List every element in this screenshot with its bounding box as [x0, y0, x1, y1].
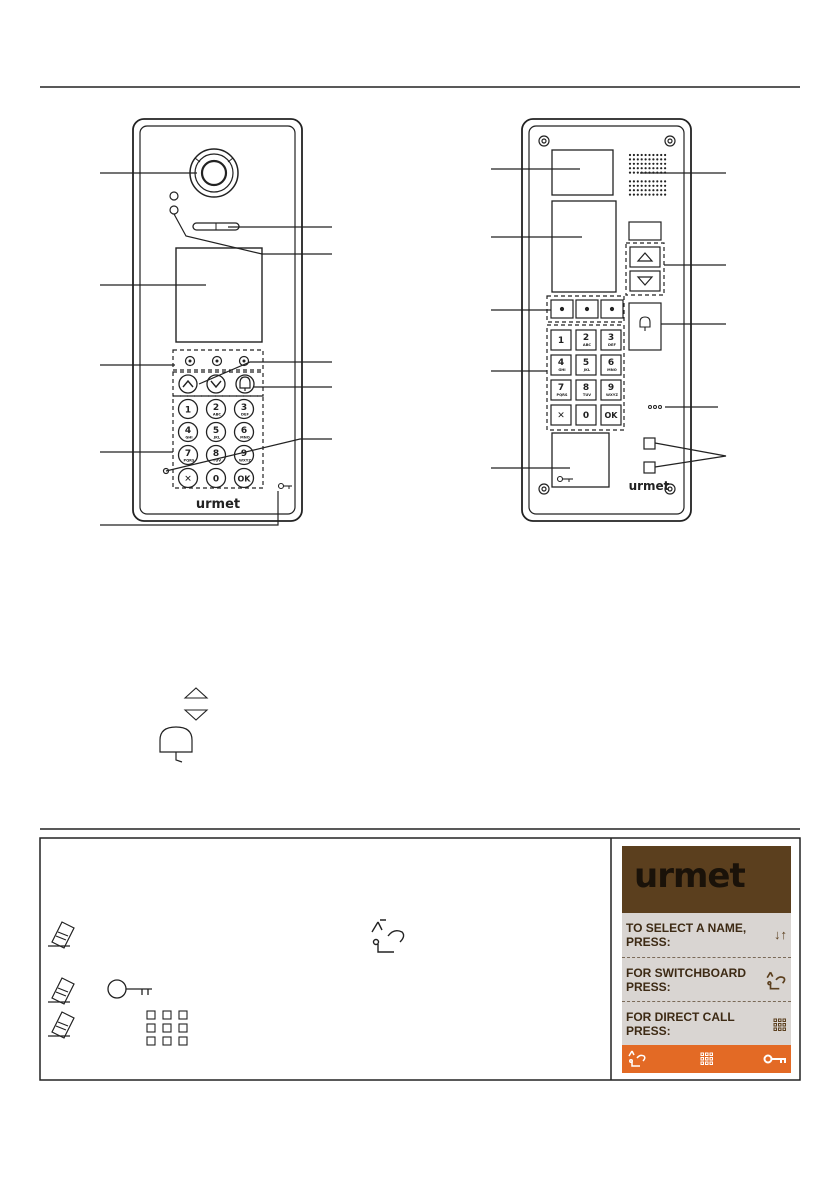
svg-text:JKL: JKL [213, 435, 221, 440]
key-module [552, 433, 609, 487]
keypad-key [551, 380, 571, 400]
svg-text:7: 7 [557, 383, 565, 393]
svg-text:MNO: MNO [607, 368, 617, 372]
keypad-grid-icon [773, 1018, 787, 1032]
svg-text:0: 0 [582, 411, 590, 421]
screen-bottom-bar [622, 1045, 791, 1073]
scroll-up-button [179, 375, 197, 393]
scroll-up-button [630, 247, 660, 267]
screen-row-select-name [622, 913, 791, 957]
scroll-down-button [207, 375, 225, 393]
svg-text:JKL: JKL [583, 368, 591, 372]
keypad-grid-icon [147, 1011, 187, 1045]
sensor-square [644, 462, 655, 473]
svg-text:WXYZ: WXYZ [239, 458, 251, 463]
keypad-key [179, 400, 198, 419]
row-line2: PRESS: [626, 1024, 671, 1038]
svg-text:OK: OK [237, 474, 251, 484]
svg-text:5: 5 [212, 426, 220, 436]
scroll-down-button [630, 271, 660, 291]
screen-logo: urmet [634, 856, 745, 896]
key-icon [558, 477, 574, 483]
keypad-key [601, 380, 621, 400]
svg-text:WXYZ: WXYZ [606, 393, 618, 397]
keypad-key [576, 330, 596, 350]
key-icon [108, 980, 152, 998]
svg-text:6: 6 [607, 358, 615, 368]
svg-text:2: 2 [582, 333, 590, 343]
svg-text:7: 7 [184, 449, 192, 459]
svg-text:0: 0 [212, 474, 220, 485]
arrows-up-down-icon: ↓↑ [774, 927, 787, 942]
keypad-key [235, 446, 254, 465]
keypad-key [601, 405, 621, 425]
bell-button [236, 375, 254, 393]
keypad-key [207, 469, 226, 488]
front-panel [100, 119, 332, 525]
keypad-key [551, 330, 571, 350]
function-buttons [551, 300, 623, 318]
row-line1: FOR DIRECT CALL [626, 1010, 735, 1024]
svg-text:4: 4 [557, 358, 565, 368]
keypad-key [601, 330, 621, 350]
plate-logo: urmet [628, 479, 670, 493]
keypad-key [235, 469, 254, 488]
display-screen [176, 248, 262, 342]
svg-text:3: 3 [607, 333, 615, 343]
scroll-arrows-icon [185, 688, 207, 720]
keypad-key [576, 355, 596, 375]
switchboard-icon [372, 920, 404, 952]
svg-text:PQRS: PQRS [556, 393, 568, 397]
svg-text:DEF: DEF [608, 343, 616, 347]
keypad-key [179, 446, 198, 465]
note-icon [48, 922, 74, 948]
keypad-key [601, 355, 621, 375]
keypad-key [179, 423, 198, 442]
svg-text:✕: ✕ [184, 474, 192, 485]
sensor-square [644, 438, 655, 449]
svg-text:6: 6 [240, 426, 248, 436]
back-panel [491, 119, 726, 521]
svg-text:4: 4 [184, 426, 192, 436]
camera-icon [190, 149, 238, 197]
keypad-key [576, 380, 596, 400]
svg-text:OK: OK [604, 411, 618, 420]
keypad-key [235, 423, 254, 442]
svg-text:9: 9 [240, 449, 248, 459]
microphone-holes [649, 406, 662, 409]
svg-text:8: 8 [582, 383, 590, 393]
svg-text:TUV: TUV [582, 393, 592, 397]
camera-module [552, 150, 613, 195]
keypad-key [179, 469, 198, 488]
display-module [552, 201, 616, 292]
front-keypad [179, 400, 254, 488]
plate-logo: urmet [195, 497, 241, 512]
note-icon [48, 978, 74, 1004]
svg-text:GHI: GHI [558, 368, 566, 372]
svg-text:MNO: MNO [240, 435, 250, 440]
svg-text:GHI: GHI [185, 435, 193, 440]
svg-text:PQRS: PQRS [183, 458, 195, 463]
note-icon [48, 1012, 74, 1038]
svg-text:TUV: TUV [212, 458, 222, 463]
row-line1: TO SELECT A NAME, [626, 921, 747, 935]
function-buttons [186, 357, 249, 366]
switchboard-icon [765, 970, 787, 992]
keypad-key [551, 355, 571, 375]
keypad-key [235, 400, 254, 419]
keypad-key [576, 405, 596, 425]
svg-text:8: 8 [212, 449, 220, 459]
led-indicator [170, 192, 178, 200]
svg-text:ABC: ABC [212, 412, 222, 417]
screen-row-switchboard [622, 958, 791, 1002]
bell-button [629, 303, 661, 350]
svg-text:1: 1 [184, 405, 192, 416]
svg-text:2: 2 [212, 403, 220, 413]
keypad-key [551, 405, 571, 425]
screen-header [622, 846, 791, 913]
key-icon [279, 484, 293, 490]
keypad-key [207, 423, 226, 442]
svg-text:DEF: DEF [241, 412, 249, 417]
svg-text:1: 1 [557, 336, 565, 346]
bell-icon [160, 727, 192, 762]
keypad-key [207, 400, 226, 419]
screen-row-direct-call [622, 1002, 791, 1046]
speaker-grille [629, 154, 666, 196]
svg-text:✕: ✕ [557, 411, 565, 421]
lcd-screen [622, 846, 791, 1073]
row-line2: PRESS: [626, 935, 671, 949]
svg-text:5: 5 [582, 358, 590, 368]
row-line2: PRESS: [626, 980, 671, 994]
keypad-grid-icon [700, 1052, 714, 1066]
key-icon [763, 1052, 787, 1066]
switchboard-icon [626, 1049, 648, 1069]
led-indicator [170, 206, 178, 214]
svg-text:ABC: ABC [582, 343, 592, 347]
keypad-key [207, 446, 226, 465]
svg-text:3: 3 [240, 403, 248, 413]
back-keypad [551, 330, 621, 425]
svg-text:9: 9 [607, 383, 615, 393]
row-line1: FOR SWITCHBOARD [626, 966, 746, 980]
